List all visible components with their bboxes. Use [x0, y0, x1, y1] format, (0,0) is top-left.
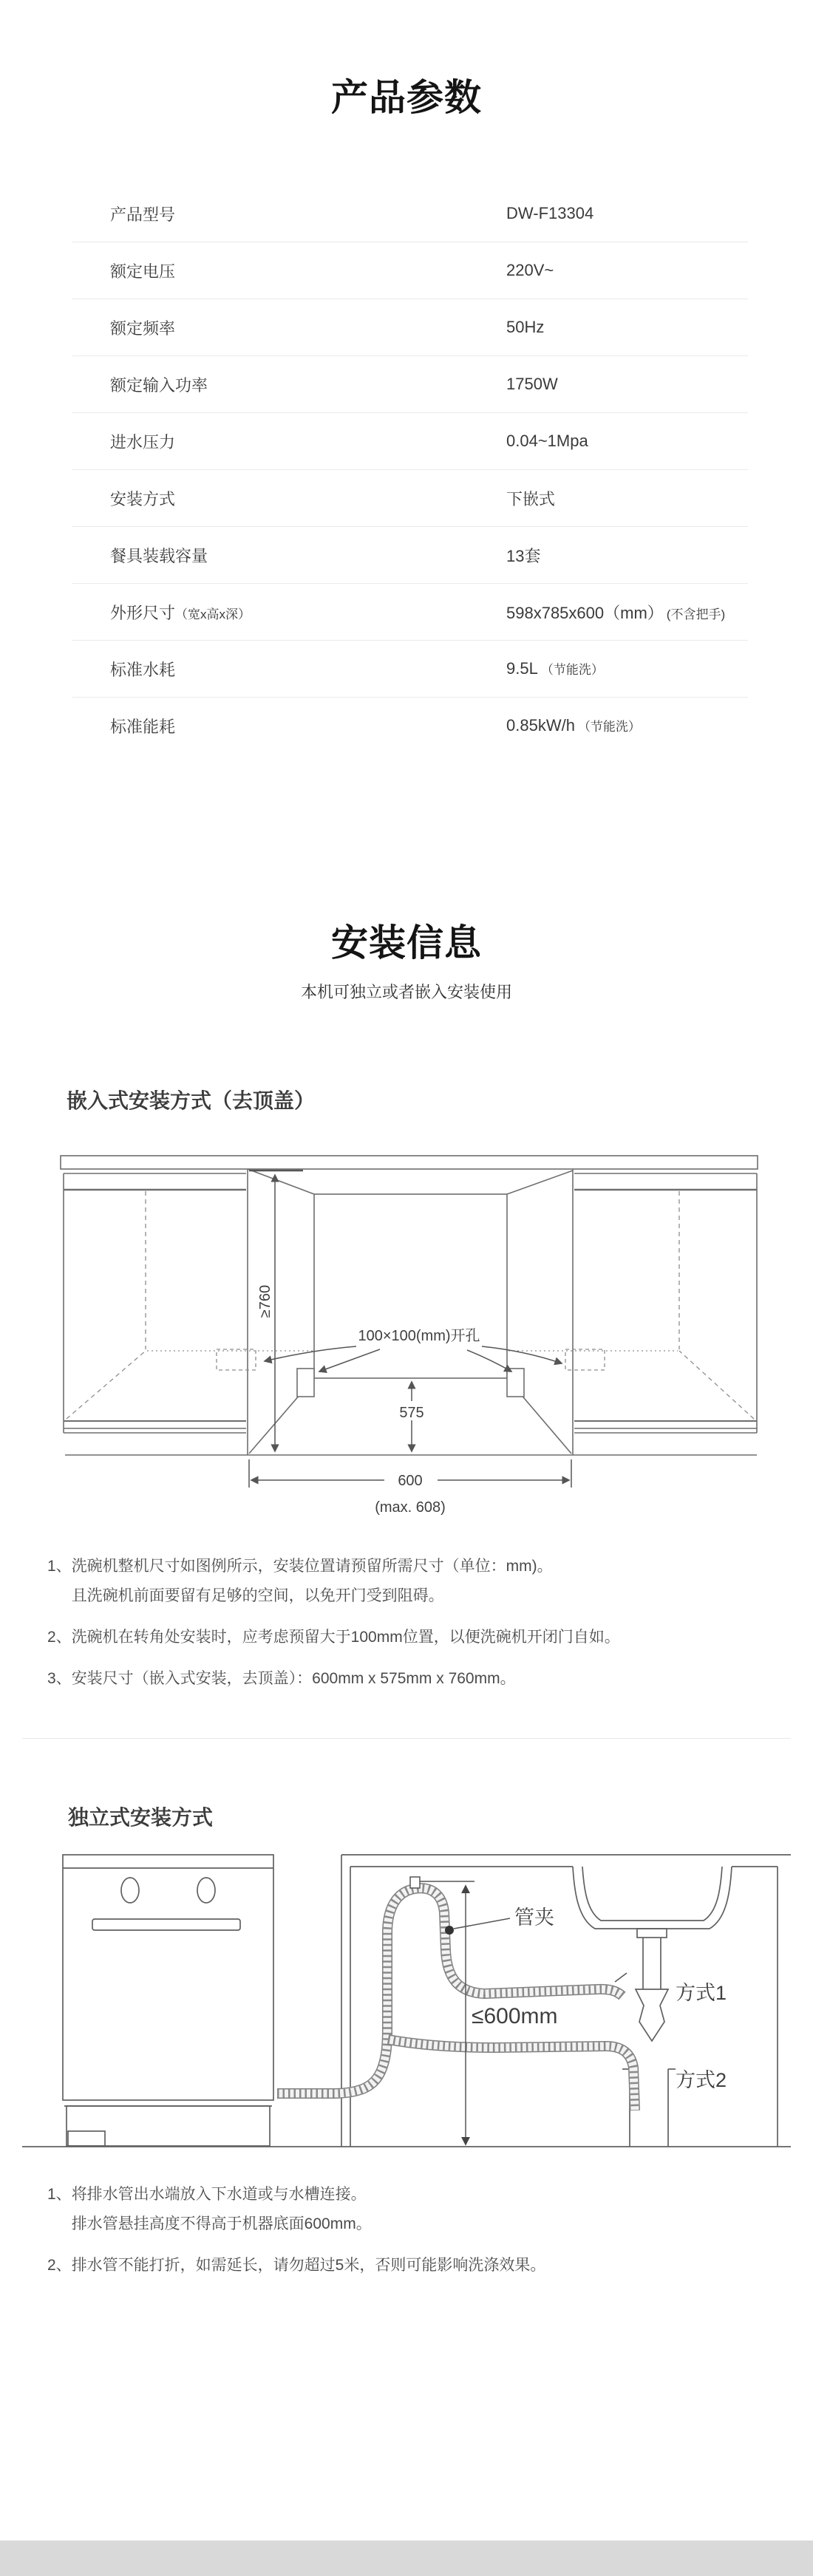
note-text: 洗碗机整机尺寸如图例所示，安装位置请预留所需尺寸（单位：mm)。 且洗碗机前面要留有足够的空间，以免开门受到阻碍。 — [71, 1558, 553, 1604]
spec-value-note: (不含把手) — [666, 607, 726, 621]
spec-label: 额定电压 — [110, 262, 176, 281]
spec-value: 0.85kW/h （节能洗） — [506, 716, 641, 735]
spec-label-note: （宽x高x深） — [175, 607, 251, 621]
spec-row — [72, 641, 748, 698]
spec-label: 安装方式 — [110, 489, 176, 508]
method1-label: 方式1 — [676, 1982, 727, 2004]
spec-table — [72, 185, 748, 754]
cutout-left — [217, 1349, 256, 1370]
hose-clamp-icon — [410, 1877, 420, 1888]
spec-label: 标准水耗 — [110, 660, 176, 679]
spec-row — [72, 584, 748, 641]
spec-label: 标准能耗 — [110, 717, 176, 736]
spec-label: 外形尺寸（宽x高x深） — [110, 603, 251, 622]
spec-row — [72, 185, 748, 242]
note-text: 安装尺寸（嵌入式安装，去顶盖）：600mm x 575mm x 760mm。 — [71, 1670, 516, 1687]
spec-value: 0.04~1Mpa — [506, 432, 588, 450]
spec-row — [72, 698, 748, 754]
spec-value: DW-F13304 — [506, 204, 594, 222]
embedded-install-diagram — [31, 1150, 785, 1541]
spec-value: 下嵌式 — [506, 489, 556, 508]
method2-label: 方式2 — [676, 2069, 727, 2091]
freestanding-install-heading: 独立式安装方式 — [68, 1806, 214, 1829]
spec-label: 餐具装载容量 — [110, 546, 208, 565]
note-item — [47, 2180, 779, 2239]
spec-value-note: （节能洗） — [577, 720, 641, 734]
clamp-dot — [445, 1926, 454, 1935]
note-item — [47, 1623, 779, 1652]
embedded-install-heading: 嵌入式安装方式（去顶盖） — [67, 1089, 316, 1112]
dishwasher-front-view — [63, 1855, 273, 2146]
spec-row — [72, 356, 748, 413]
hose-connector-mark — [615, 1973, 627, 1982]
spec-value: 9.5L （节能洗） — [506, 659, 604, 678]
spec-value-note: （节能洗） — [540, 663, 604, 677]
hidden-lines — [67, 1191, 754, 1419]
spec-label: 额定频率 — [110, 318, 176, 338]
note-number: 2、 — [47, 1629, 72, 1646]
note-item — [47, 2251, 779, 2280]
embedded-notes — [47, 1552, 779, 1706]
drain-hose — [277, 1888, 635, 2110]
spec-label: 进水压力 — [110, 432, 176, 452]
spec-value: 220V~ — [506, 261, 554, 279]
spec-row — [72, 299, 748, 356]
note-item — [47, 1552, 779, 1611]
width-max-label: (max. 608) — [375, 1499, 446, 1516]
height-dim-label: ≥760 — [257, 1284, 273, 1318]
cutout-right — [565, 1349, 605, 1370]
spec-value: 13套 — [506, 546, 541, 565]
note-item — [47, 1664, 779, 1694]
footer-band — [0, 2541, 813, 2576]
depth-dim-label: 575 — [399, 1405, 424, 1421]
width-dim-label: 600 — [398, 1473, 423, 1489]
spec-value: 598x785x600（mm） (不含把手) — [506, 603, 726, 622]
clamp-leader-line — [454, 1918, 510, 1929]
install-info-title: 安装信息 — [331, 922, 482, 964]
note-number: 1、 — [47, 1558, 72, 1575]
sink-basin — [573, 1867, 732, 1929]
spec-row — [72, 527, 748, 584]
freestanding-notes — [47, 2180, 779, 2292]
height-limit-label: ≤600mm — [472, 2004, 558, 2028]
note-number: 1、 — [47, 2186, 72, 2203]
hole-dim-label: 100×100(mm)开孔 — [358, 1328, 480, 1344]
freestanding-install-diagram — [22, 1847, 791, 2158]
note-number: 3、 — [47, 1670, 72, 1687]
side-panels — [297, 1369, 524, 1397]
clamp-label: 管夹 — [514, 1907, 554, 1929]
spec-row — [72, 470, 748, 527]
spec-label: 额定输入功率 — [110, 375, 208, 395]
note-text: 排水管不能打折，如需延长，请勿超过5米，否则可能影响洗涤效果。 — [71, 2257, 546, 2274]
note-number: 2、 — [47, 2257, 72, 2274]
install-info-subtitle: 本机可独立或者嵌入安装使用 — [300, 983, 512, 1001]
section-divider — [22, 1738, 791, 1739]
spec-row — [72, 413, 748, 470]
spec-label: 产品型号 — [110, 205, 176, 224]
page-title: 产品参数 — [331, 77, 482, 118]
note-text: 洗碗机在转角处安装时，应考虑预留大于100mm位置，以便洗碗机开闭门自如。 — [71, 1629, 620, 1646]
sink-drain-trap — [636, 1929, 668, 2041]
spec-value: 1750W — [506, 375, 558, 393]
spec-row — [72, 242, 748, 299]
spec-value: 50Hz — [506, 318, 545, 336]
note-text: 将排水管出水端放入下水道或与水槽连接。 排水管悬挂高度不得高于机器底面600mm。 — [71, 2186, 372, 2232]
